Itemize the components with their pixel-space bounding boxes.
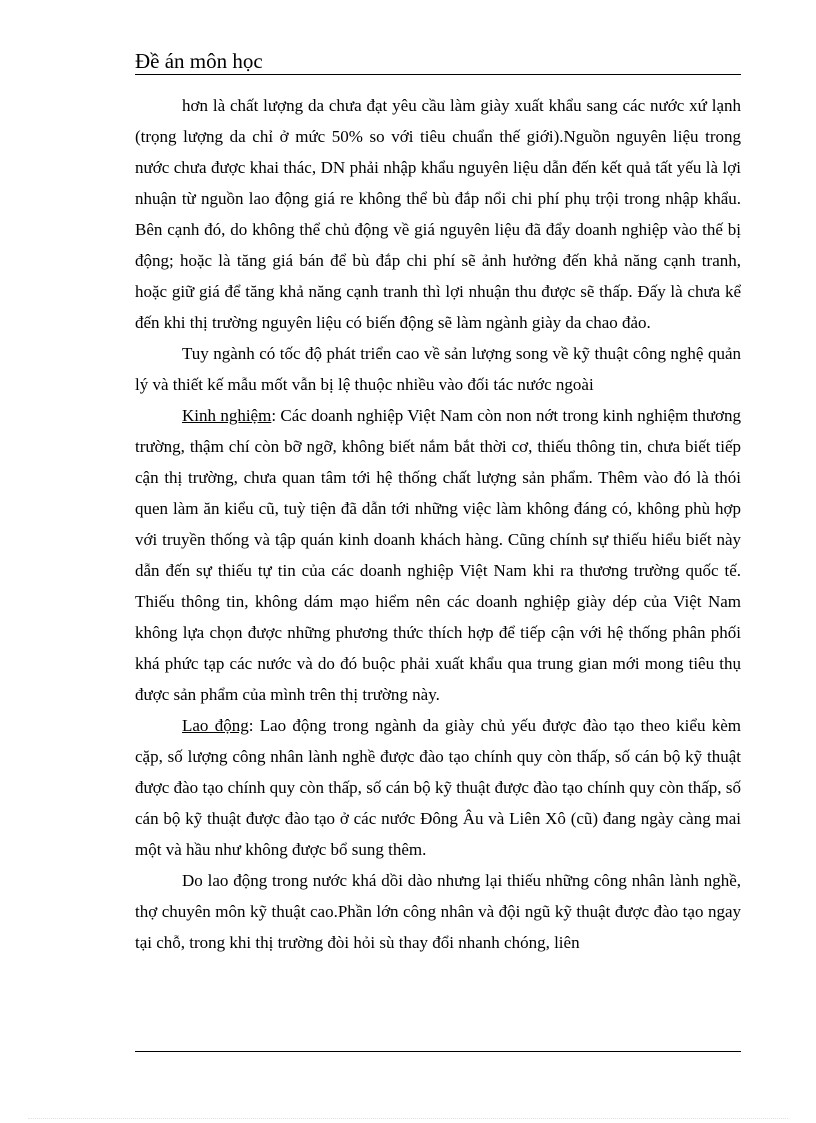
page-header: [135, 48, 741, 75]
paragraph-4-text: : Lao động trong ngành da giày chủ yếu được đào tạo theo kiểu kèm cặp, số lượng công nhân lành nghề được đào tạo chính quy còn thấp, số cán bộ kỹ thuật được đào tạo chính quy còn thấp, số cán bộ kỹ thuật được đào tạo chính quy còn thấp, số cán bộ kỹ thuật được đào tạo ở các nước Đông Âu và Liên Xô (cũ) đang ngày càng mai một và hầu như không được bổ sung thêm.: [135, 716, 741, 859]
header-title: Đề án môn học: [135, 49, 263, 73]
footer-divider: [135, 1051, 741, 1052]
paragraph-3-text: : Các doanh nghiệp Việt Nam còn non nớt trong kinh nghiệm thương trường, thậm chí còn bỡ ngỡ, không biết nắm bắt thời cơ, thiếu thông tin, chưa biết tiếp cận thị trường, chưa quan tâm tới hệ thống chất lượng sản phẩm. Thêm vào đó là thói quen làm ăn kiểu cũ, tuỳ tiện đã dẫn tới những việc làm không đáng có, không phù hợp với truyền thống và tập quán kinh doanh khách hàng. Cũng chính sự thiếu hiểu biết này dẫn đến sự thiếu tự tin của các doanh nghiệp Việt Nam khi ra thương trường quốc tế. Thiếu thông tin, không dám mạo hiểm nên các doanh nghiệp giày dép của Việt Nam không lựa chọn được những phương thức thích hợp để tiếp cận với hệ thống phân phối khá phức tạp các nước và do đó buộc phải xuất khẩu qua trung gian mới mong tiêu thụ được sản phẩm của mình trên thị trường này.: [135, 406, 741, 704]
page-edge-dotted-line: [28, 1118, 788, 1119]
heading-kinh-nghiem: Kinh nghiệm: [182, 406, 272, 425]
paragraph-4: [135, 710, 741, 865]
paragraph-2: Tuy ngành có tốc độ phát triển cao về sản lượng song về kỹ thuật công nghệ quản lý và thiết kế mẫu mốt vẫn bị lệ thuộc nhiều vào đối tác nước ngoài: [135, 344, 741, 394]
paragraph-1: hơn là chất lượng da chưa đạt yêu cầu làm giày xuất khẩu sang các nước xứ lạnh (trọng lượng da chỉ ở mức 50% so với tiêu chuẩn thế giới).Nguồn nguyên liệu trong nước chưa được khai thác, DN phải nhập khẩu nguyên liệu dẫn đến kết quả tất yếu là lợi nhuận từ nguồn lao động giá re không thể bù đắp nổi chi phí phụ trội trong nhập khẩu. Bên cạnh đó, do không thể chủ động về giá nguyên liệu đã đẩy doanh nghiệp vào thế bị động; hoặc là tăng giá bán để bù đắp chi phí sẽ ảnh hưởng đến khả năng cạnh tranh, hoặc giữ giá để tăng khả năng cạnh tranh thì lợi nhuận thu được sẽ thấp. Đấy là chưa kể đến khi thị trường nguyên liệu có biến động sẽ làm ngành giày da chao đảo.: [135, 96, 741, 332]
document-body: [135, 90, 741, 958]
heading-lao-dong: Lao động: [182, 716, 249, 735]
paragraph-3: [135, 400, 741, 710]
paragraph-5: Do lao động trong nước khá dồi dào nhưng lại thiếu những công nhân lành nghề, thợ chuyên môn kỹ thuật cao.Phần lớn công nhân và đội ngũ kỹ thuật được đào tạo ngay tại chỗ, trong khi thị trường đòi hỏi sù thay đổi nhanh chóng, liên: [135, 871, 741, 952]
